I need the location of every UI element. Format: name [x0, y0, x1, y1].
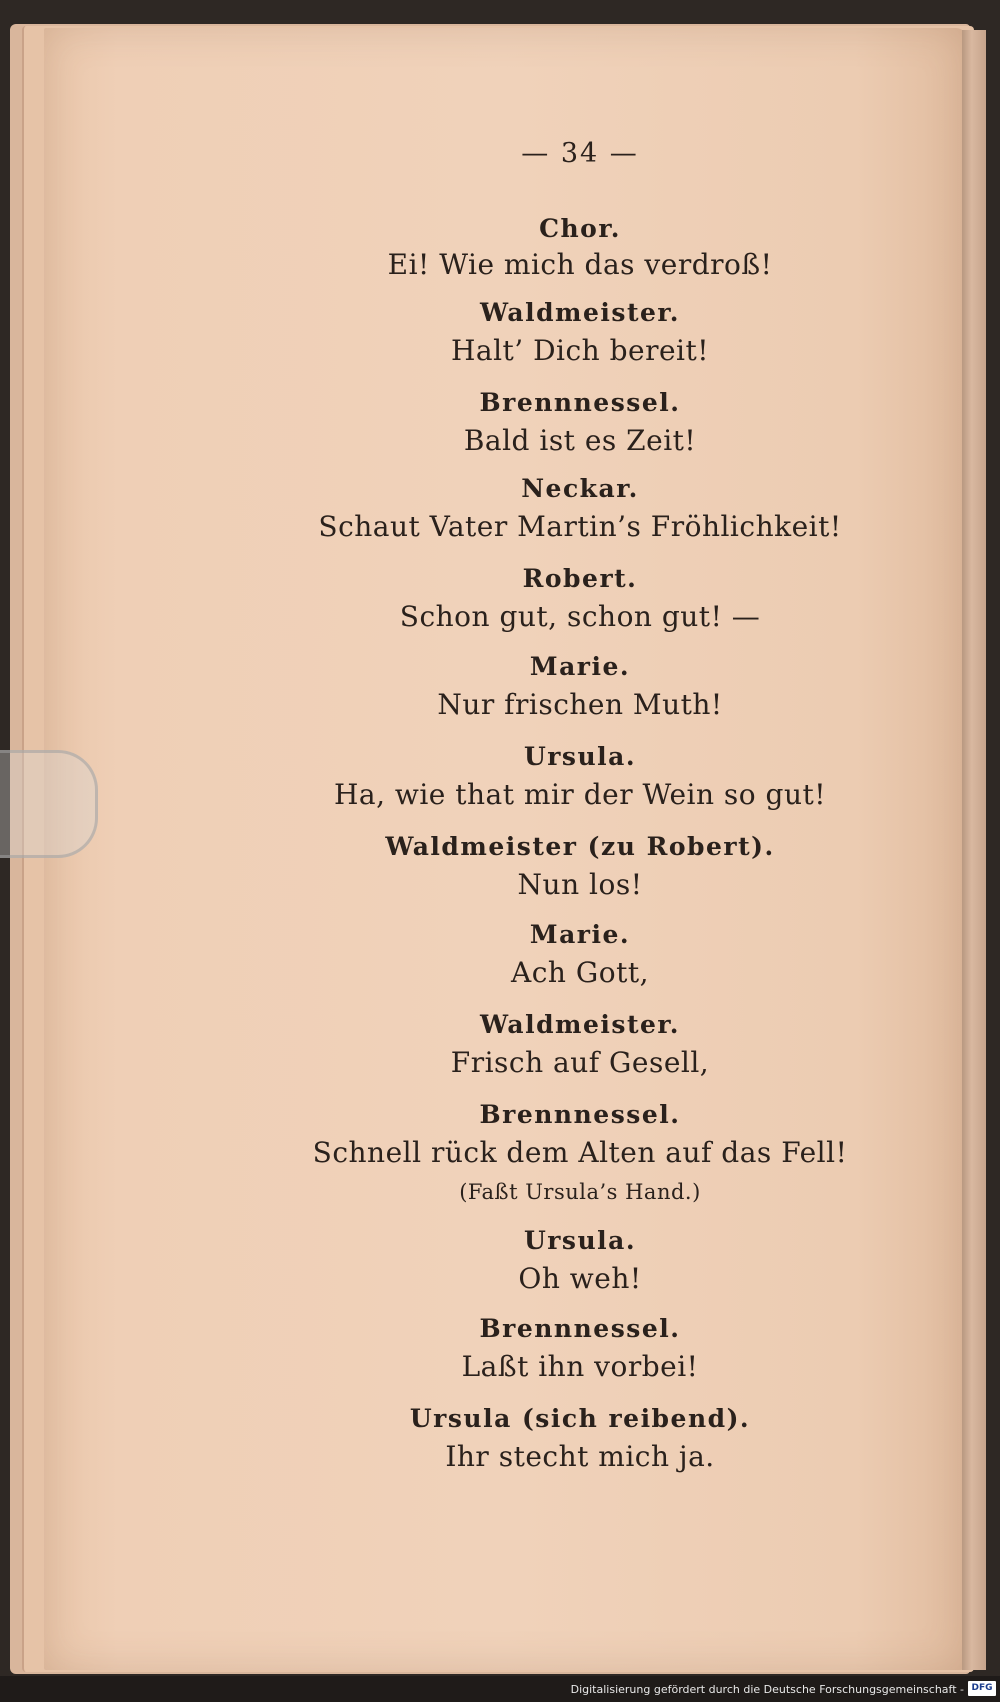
speech-line: Frisch auf Gesell, — [450, 1046, 710, 1079]
speech-line: Oh weh! — [518, 1262, 642, 1295]
speech-line: Schnell rück dem Alten auf das Fell! — [312, 1136, 848, 1169]
dfg-logo: DFG — [968, 1681, 996, 1696]
speaker-heading: Marie. — [529, 920, 631, 949]
speech-line: Nur frischen Muth! — [437, 688, 723, 721]
speaker-heading: Ursula. — [523, 1226, 637, 1255]
speaker-heading: Brennnessel. — [479, 1314, 681, 1343]
speaker-heading: Ursula (sich reibend). — [409, 1404, 751, 1433]
speaker-heading: Brennnessel. — [479, 1100, 681, 1129]
speech-line: Nun los! — [517, 868, 643, 901]
speaker-heading: Marie. — [529, 652, 631, 681]
page-number: — 34 — — [521, 138, 639, 169]
speaker-heading: Robert. — [522, 564, 638, 593]
speaker-heading: Waldmeister. — [479, 298, 681, 327]
speech-line: Laßt ihn vorbei! — [461, 1350, 699, 1383]
speech-line: Ei! Wie mich das verdroß! — [387, 248, 773, 281]
speech-line: Halt’ Dich bereit! — [450, 334, 710, 367]
stage-direction: (Faßt Ursula’s Hand.) — [459, 1180, 701, 1204]
speech-line: Ihr stecht mich ja. — [445, 1440, 715, 1473]
bookmark-clip — [0, 750, 98, 858]
speech-line: Ach Gott, — [511, 956, 649, 989]
speech-line: Ha, wie that mir der Wein so gut! — [333, 778, 827, 811]
speech-line: Schon gut, schon gut! — — [399, 600, 761, 633]
speech-line: Schaut Vater Martin’s Fröhlichkeit! — [318, 510, 842, 543]
speaker-heading: Brennnessel. — [479, 388, 681, 417]
speaker-heading: Ursula. — [523, 742, 637, 771]
speaker-heading: Waldmeister (zu Robert). — [385, 832, 775, 861]
speaker-heading: Waldmeister. — [479, 1010, 681, 1039]
speaker-heading: Chor. — [539, 214, 621, 243]
digitization-credit: Digitalisierung gefördert durch die Deutsche Forschungsgemeinschaft - — [570, 1683, 964, 1696]
speech-line: Bald ist es Zeit! — [463, 424, 697, 457]
speaker-heading: Neckar. — [521, 474, 639, 503]
